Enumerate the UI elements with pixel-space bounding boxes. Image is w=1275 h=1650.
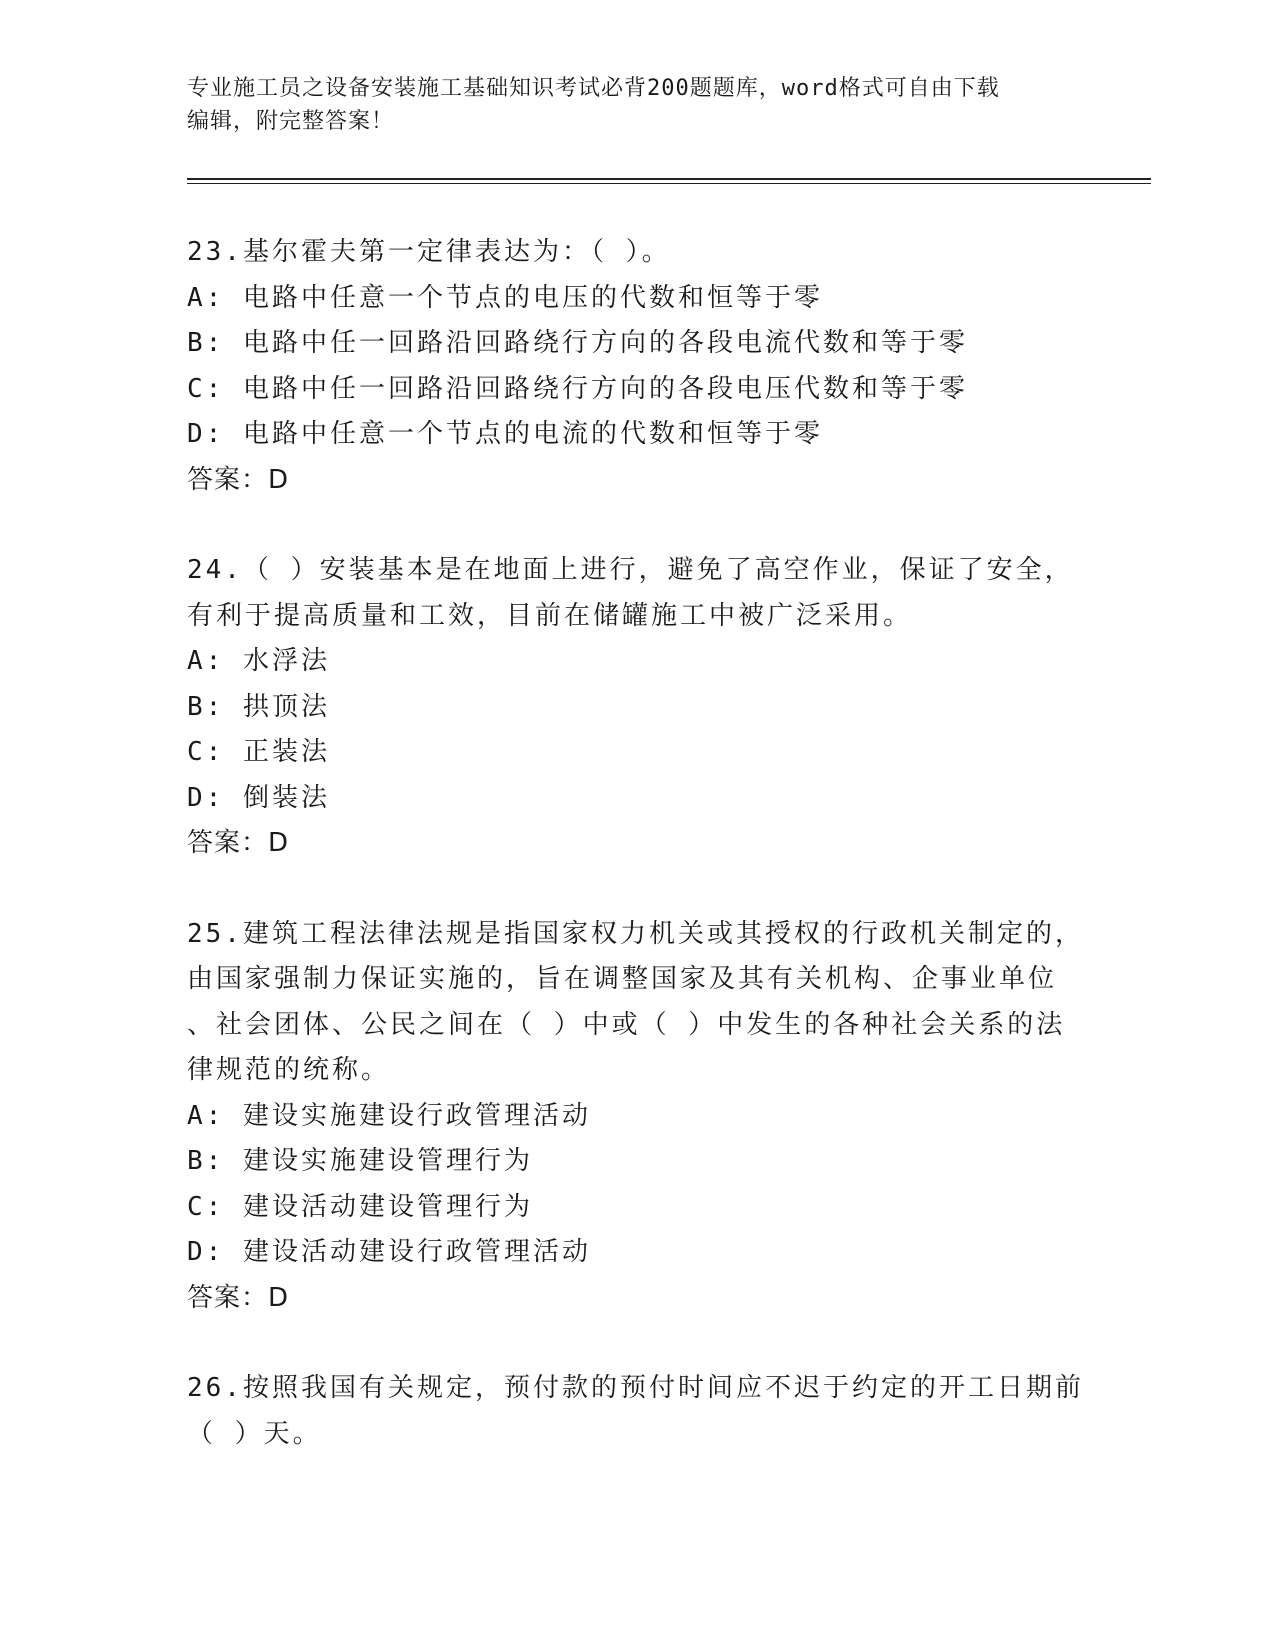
answer: 答案：D: [187, 1282, 290, 1313]
option-b: B: 拱顶法: [187, 691, 330, 722]
question-stem: 有利于提高质量和工效，目前在储罐施工中被广泛采用。: [187, 600, 913, 631]
option-d: D: 电路中任意一个节点的电流的代数和恒等于零: [187, 419, 823, 449]
header-divider-top: [187, 178, 1151, 180]
question-list: [187, 230, 1087, 1457]
question-stem: 、社会团体、公民之间在（ ）中或（ ）中发生的各种社会关系的法: [187, 1009, 1066, 1040]
option-c: C: 电路中任一回路沿回路绕行方向的各段电压代数和等于零: [187, 373, 968, 404]
option-a: A: 建设实施建设行政管理活动: [187, 1100, 591, 1131]
option-a: A: 电路中任意一个节点的电压的代数和恒等于零: [187, 282, 823, 313]
question-26: [187, 1366, 1087, 1457]
question-stem: 23.基尔霍夫第一定律表达为：（ ）。: [187, 237, 671, 267]
answer: 答案：D: [187, 828, 290, 858]
option-d: D: 倒装法: [187, 782, 330, 813]
document-header: [187, 72, 1087, 138]
header-divider-bottom: [187, 183, 1151, 184]
answer: 答案：D: [187, 464, 290, 495]
question-24: [187, 548, 1087, 867]
option-d: D: 建设活动建设行政管理活动: [187, 1237, 591, 1267]
header-line-1: 专业施工员之设备安装施工基础知识考试必背200题题库，word格式可自由下载: [187, 76, 1000, 101]
question-stem: （ ）天。: [187, 1418, 322, 1449]
option-c: C: 建设活动建设管理行为: [187, 1191, 533, 1222]
header-line-2: 编辑，附完整答案！: [187, 109, 395, 134]
question-stem: 24.（ ）安装基本是在地面上进行，避免了高空作业，保证了安全，: [187, 555, 1074, 585]
option-b: B: 电路中任一回路沿回路绕行方向的各段电流代数和等于零: [187, 328, 968, 358]
question-25: [187, 912, 1087, 1322]
option-b: B: 建设实施建设管理行为: [187, 1146, 533, 1176]
option-a: A: 水浮法: [187, 646, 330, 676]
question-stem: 25.建筑工程法律法规是指国家权力机关或其授权的行政机关制定的，: [187, 918, 1084, 949]
question-stem: 律规范的统称。: [187, 1055, 391, 1085]
question-stem: 由国家强制力保证实施的，旨在调整国家及其有关机构、企事业单位: [187, 964, 1058, 994]
question-stem: 26.按照我国有关规定，预付款的预付时间应不迟于约定的开工日期前: [187, 1373, 1084, 1403]
question-23: [187, 230, 1087, 503]
option-c: C: 正装法: [187, 737, 330, 767]
